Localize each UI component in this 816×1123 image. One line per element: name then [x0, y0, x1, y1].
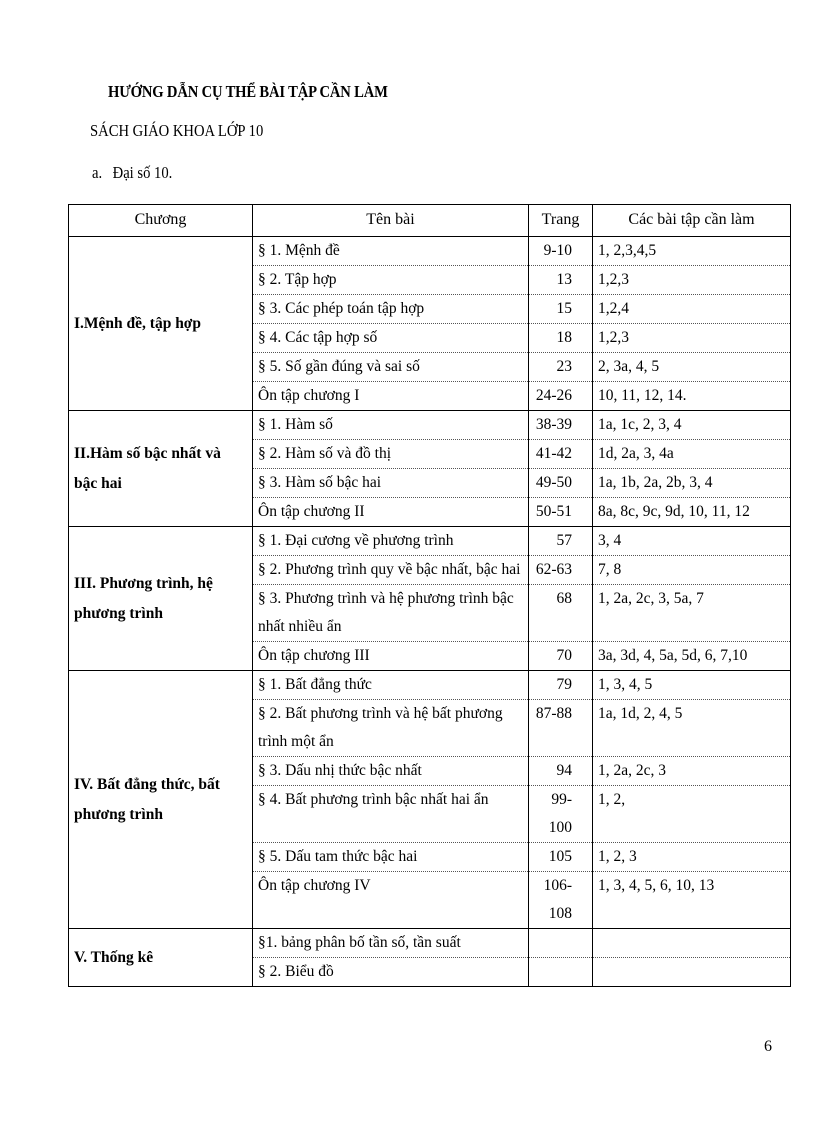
exercises-cell: 1, 2a, 2c, 3: [593, 757, 791, 786]
page-cell: 9-10: [529, 237, 593, 266]
header-exercises: Các bài tập cần làm: [593, 205, 791, 237]
page-cell: 105: [529, 843, 593, 872]
page-cell: [529, 958, 593, 987]
page-cell: 49-50: [529, 469, 593, 498]
lesson-cell: § 5. Số gần đúng và sai số: [253, 353, 529, 382]
page-cell: 38-39: [529, 411, 593, 440]
page-cell: 24-26: [529, 382, 593, 411]
page-cell: 62-63: [529, 556, 593, 585]
lesson-cell: § 1. Hàm số: [253, 411, 529, 440]
lesson-cell: Ôn tập chương II: [253, 498, 529, 527]
lesson-cell: § 3. Các phép toán tập hợp: [253, 295, 529, 324]
lesson-cell: § 4. Các tập hợp số: [253, 324, 529, 353]
section-number: a.: [92, 163, 103, 182]
document-subtitle: SÁCH GIÁO KHOA LỚP 10: [90, 121, 264, 140]
exercises-cell: [593, 958, 791, 987]
lesson-cell: § 1. Mệnh đề: [253, 237, 529, 266]
exercises-cell: 1a, 1b, 2a, 2b, 3, 4: [593, 469, 791, 498]
exercises-cell: 1, 3, 4, 5: [593, 671, 791, 700]
exercises-cell: 1a, 1c, 2, 3, 4: [593, 411, 791, 440]
lesson-cell: § 4. Bất phương trình bậc nhất hai ẩn: [253, 786, 529, 843]
page-cell: 79: [529, 671, 593, 700]
lesson-cell: § 3. Hàm số bậc hai: [253, 469, 529, 498]
exercises-cell: 1, 2a, 2c, 3, 5a, 7: [593, 585, 791, 642]
page-cell: 41-42: [529, 440, 593, 469]
page-cell: 15: [529, 295, 593, 324]
exercises-cell: 1, 2,3,4,5: [593, 237, 791, 266]
page-cell: 70: [529, 642, 593, 671]
chapter-cell: V. Thống kê: [69, 929, 253, 987]
exercises-cell: 1, 3, 4, 5, 6, 10, 13: [593, 872, 791, 929]
page-cell: 50-51: [529, 498, 593, 527]
lesson-cell: § 1. Đại cương về phương trình: [253, 527, 529, 556]
exercises-cell: 1,2,3: [593, 266, 791, 295]
chapter-cell: I.Mệnh đề, tập hợp: [69, 237, 253, 411]
section-heading: [92, 163, 172, 183]
exercises-cell: 1a, 1d, 2, 4, 5: [593, 700, 791, 757]
exercises-cell: 1, 2,: [593, 786, 791, 843]
lesson-cell: § 3. Dấu nhị thức bậc nhất: [253, 757, 529, 786]
header-lesson: Tên bài: [253, 205, 529, 237]
lesson-cell: § 2. Phương trình quy về bậc nhất, bậc hai: [253, 556, 529, 585]
page-cell: 13: [529, 266, 593, 295]
page-cell: 94: [529, 757, 593, 786]
lesson-cell: § 5. Dấu tam thức bậc hai: [253, 843, 529, 872]
page-cell: 18: [529, 324, 593, 353]
exercises-cell: 1d, 2a, 3, 4a: [593, 440, 791, 469]
table-row: [69, 527, 791, 556]
section-label: Đại số 10.: [112, 163, 173, 182]
header-chapter: Chương: [69, 205, 253, 237]
page-cell: 99-100: [529, 786, 593, 843]
lesson-cell: Ôn tập chương IV: [253, 872, 529, 929]
lesson-cell: § 2. Hàm số và đồ thị: [253, 440, 529, 469]
page-number: 6: [764, 1038, 772, 1055]
exercises-cell: 1, 2, 3: [593, 843, 791, 872]
exercises-cell: 1,2,3: [593, 324, 791, 353]
lesson-cell: Ôn tập chương III: [253, 642, 529, 671]
exercises-cell: 8a, 8c, 9c, 9d, 10, 11, 12: [593, 498, 791, 527]
table-row: [69, 237, 791, 266]
chapter-cell: III. Phương trình, hệ phương trình: [69, 527, 253, 671]
lesson-cell: § 1. Bất đẳng thức: [253, 671, 529, 700]
lesson-cell: § 2. Bất phương trình và hệ bất phương trình một ẩn: [253, 700, 529, 757]
chapter-cell: II.Hàm số bậc nhất và bậc hai: [69, 411, 253, 527]
exercises-cell: 10, 11, 12, 14.: [593, 382, 791, 411]
lesson-cell: § 2. Tập hợp: [253, 266, 529, 295]
page-cell: 106-108: [529, 872, 593, 929]
exercises-cell: 2, 3a, 4, 5: [593, 353, 791, 382]
page-cell: [529, 929, 593, 958]
table-row: [69, 929, 791, 958]
page-cell: 57: [529, 527, 593, 556]
exercises-cell: [593, 929, 791, 958]
table-row: [69, 671, 791, 700]
exercises-cell: 7, 8: [593, 556, 791, 585]
page-cell: 23: [529, 353, 593, 382]
exercises-cell: 1,2,4: [593, 295, 791, 324]
lesson-cell: § 3. Phương trình và hệ phương trình bậc nhất nhiều ẩn: [253, 585, 529, 642]
lesson-cell: § 2. Biểu đồ: [253, 958, 529, 987]
exercises-cell: 3, 4: [593, 527, 791, 556]
table-row: [69, 411, 791, 440]
table-body: [69, 237, 791, 987]
document-title: HƯỚNG DẪN CỤ THỂ BÀI TẬP CẦN LÀM: [108, 82, 388, 101]
page-cell: 68: [529, 585, 593, 642]
exercise-table: [68, 204, 791, 987]
exercises-cell: 3a, 3d, 4, 5a, 5d, 6, 7,10: [593, 642, 791, 671]
lesson-cell: Ôn tập chương I: [253, 382, 529, 411]
lesson-cell: §1. bảng phân bố tần số, tần suất: [253, 929, 529, 958]
table-header-row: [69, 205, 791, 237]
page-cell: 87-88: [529, 700, 593, 757]
header-page: Trang: [529, 205, 593, 237]
chapter-cell: IV. Bất đẳng thức, bất phương trình: [69, 671, 253, 929]
